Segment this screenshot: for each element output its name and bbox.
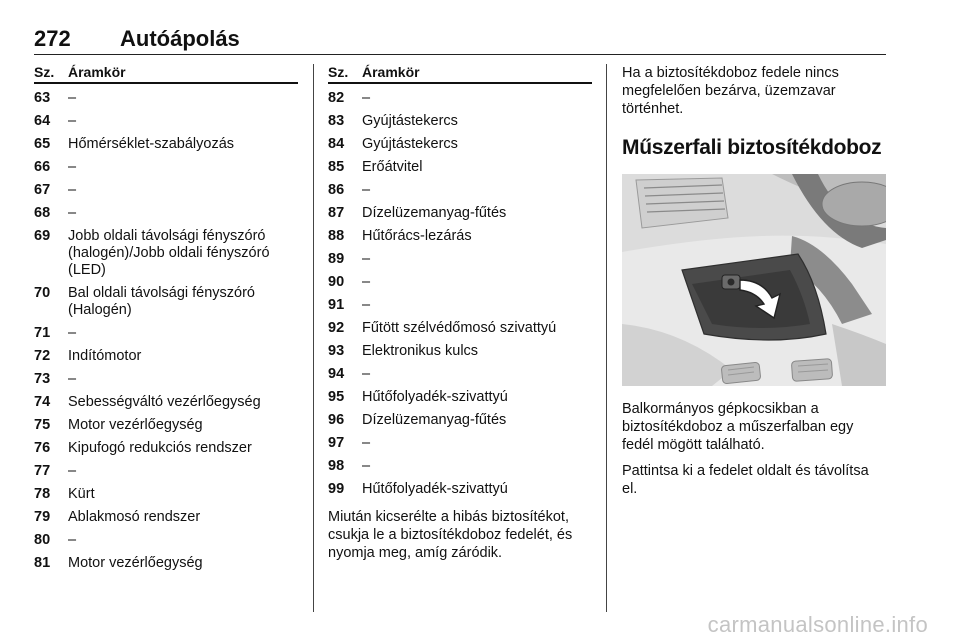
table-body [34, 90, 298, 572]
circuit-name: – [362, 90, 371, 106]
table-row [34, 532, 298, 549]
circuit-name: – [362, 435, 371, 451]
table-row [328, 136, 592, 153]
circuit-name: Hűtőfolyadék-szivattyú [362, 389, 508, 405]
replace-instructions: Miután kicserélte a hibás biztosítékot, csukja le a biztosítékdoboz fedelét, és nyomja meg, amíg záródik. [328, 509, 573, 561]
fuse-number: 96 [328, 412, 345, 428]
table-row [34, 371, 298, 388]
circuit-name: – [68, 113, 77, 129]
table-row [34, 555, 298, 572]
table-row [328, 113, 592, 130]
fuse-number: 91 [328, 297, 345, 313]
circuit-name: Kipufogó redukciós rendszer [68, 440, 252, 456]
table-row [328, 320, 592, 337]
table-row [34, 463, 298, 480]
table-header [328, 64, 592, 84]
table-row [328, 389, 592, 406]
circuit-name: Indítómotor [68, 348, 142, 364]
table-row [34, 159, 298, 176]
fuse-number: 63 [34, 90, 51, 106]
circuit-name: Gyújtástekercs [362, 113, 458, 129]
col-header-circuit: Áramkör [68, 64, 126, 80]
fuse-number: 95 [328, 389, 345, 405]
table-row [328, 481, 592, 498]
fuse-number: 85 [328, 159, 345, 175]
fuse-number: 83 [328, 113, 345, 129]
circuit-name: Sebességváltó vezérlőegység [68, 394, 261, 410]
circuit-name: Hűtőfolyadék-szivattyú [362, 481, 508, 497]
fuse-number: 67 [34, 182, 51, 198]
circuit-name: – [362, 251, 371, 267]
fuse-number: 94 [328, 366, 345, 382]
fuse-number: 72 [34, 348, 51, 364]
table-row [328, 90, 592, 107]
fuse-number: 76 [34, 440, 51, 456]
location-paragraph: Balkormányos gépkocsikban a biztosítékdoboz a műszerfalban egy fedél mögött található. [622, 401, 854, 453]
table-row [34, 285, 298, 319]
dashboard-fuse-box-illustration [622, 174, 886, 386]
circuit-name: Hőmérséklet-szabályozás [68, 136, 235, 152]
fuse-number: 66 [34, 159, 51, 175]
table-row [34, 228, 298, 279]
col-header-circuit: Áramkör [362, 64, 420, 80]
fuse-table-left [34, 64, 298, 578]
fuse-number: 92 [328, 320, 345, 336]
circuit-name: Motor vezérlőegység [68, 555, 203, 571]
table-row [34, 182, 298, 199]
circuit-name: – [68, 463, 77, 479]
circuit-name: Kürt [68, 486, 95, 502]
page-header [34, 24, 886, 55]
table-row [34, 440, 298, 457]
fuse-number: 65 [34, 136, 51, 152]
watermark: carmanualsonline.info [707, 612, 928, 637]
fuse-number: 64 [34, 113, 51, 129]
fuse-number: 73 [34, 371, 51, 387]
fuse-number: 71 [34, 325, 51, 341]
column-divider [313, 64, 314, 612]
removal-paragraph: Pattintsa ki a fedelet oldalt és távolítsa el. [622, 463, 869, 497]
circuit-name: Dízelüzemanyag-fűtés [362, 412, 507, 428]
fuse-number: 68 [34, 205, 51, 221]
fuse-number: 86 [328, 182, 345, 198]
table-row [328, 412, 592, 429]
circuit-name: Hűtőrács-lezárás [362, 228, 472, 244]
fuse-number: 78 [34, 486, 51, 502]
fuse-number: 97 [328, 435, 345, 451]
fuse-number: 87 [328, 205, 345, 221]
circuit-name: Jobb oldali távolsági fényszóró (halogén)/Jobb oldali fényszóró (LED) [68, 228, 270, 278]
page-title: Autóápolás [120, 26, 240, 51]
table-row [328, 159, 592, 176]
table-row [34, 205, 298, 222]
circuit-name: Dízelüzemanyag-fűtés [362, 205, 507, 221]
table-row [328, 228, 592, 245]
fuse-table-mid [328, 64, 592, 570]
table-row [34, 136, 298, 153]
table-row [34, 486, 298, 503]
table-row [34, 325, 298, 342]
table-row [328, 205, 592, 222]
table-row [328, 435, 592, 452]
table-row [34, 509, 298, 526]
column-divider [606, 64, 607, 612]
circuit-name: Bal oldali távolsági fényszóró (Halogén) [68, 285, 255, 318]
fuse-number: 75 [34, 417, 51, 433]
circuit-name: – [362, 274, 371, 290]
circuit-name: – [68, 90, 77, 106]
table-body [328, 90, 592, 498]
circuit-name: – [68, 159, 77, 175]
table-row [34, 394, 298, 411]
fuse-number: 80 [34, 532, 51, 548]
fuse-number: 70 [34, 285, 51, 301]
col-header-number: Sz. [328, 64, 349, 80]
table-row [34, 417, 298, 434]
table-row [328, 251, 592, 268]
circuit-name: Erőátvitel [362, 159, 423, 175]
circuit-name: Motor vezérlőegység [68, 417, 203, 433]
section-heading: Műszerfali biztosítékdoboz [622, 136, 882, 159]
col-header-number: Sz. [34, 64, 55, 80]
table-row [328, 366, 592, 383]
circuit-name: – [68, 325, 77, 341]
circuit-name: – [362, 182, 371, 198]
circuit-name: – [68, 371, 77, 387]
circuit-name: – [362, 366, 371, 382]
table-row [328, 182, 592, 199]
table-row [328, 297, 592, 314]
circuit-name: – [68, 182, 77, 198]
circuit-name: Elektronikus kulcs [362, 343, 479, 359]
fuse-number: 77 [34, 463, 51, 479]
circuit-name: – [68, 532, 77, 548]
circuit-name: – [362, 297, 371, 313]
circuit-name: Fűtött szélvédőmosó szivattyú [362, 320, 557, 336]
fuse-number: 84 [328, 136, 345, 152]
fuse-number: 93 [328, 343, 345, 359]
circuit-name: – [362, 458, 371, 474]
fuse-number: 79 [34, 509, 51, 525]
fuse-number: 82 [328, 90, 345, 106]
circuit-name: Ablakmosó rendszer [68, 509, 201, 525]
table-header [34, 64, 298, 84]
warning-paragraph: Ha a biztosítékdoboz fedele nincs megfelelően bezárva, üzemzavar történhet. [622, 65, 839, 117]
table-row [34, 348, 298, 365]
fuse-number: 88 [328, 228, 345, 244]
fuse-number: 99 [328, 481, 345, 497]
table-row [34, 113, 298, 130]
fuse-number: 90 [328, 274, 345, 290]
fuse-number: 69 [34, 228, 51, 244]
table-row [328, 343, 592, 360]
fuse-number: 74 [34, 394, 51, 410]
right-column [622, 64, 886, 506]
circuit-name: Gyújtástekercs [362, 136, 458, 152]
fuse-number: 81 [34, 555, 51, 571]
circuit-name: – [68, 205, 77, 221]
table-row [328, 274, 592, 291]
page-number: 272 [34, 26, 71, 51]
table-row [328, 458, 592, 475]
fuse-number: 98 [328, 458, 345, 474]
fuse-number: 89 [328, 251, 345, 267]
table-row [34, 90, 298, 107]
